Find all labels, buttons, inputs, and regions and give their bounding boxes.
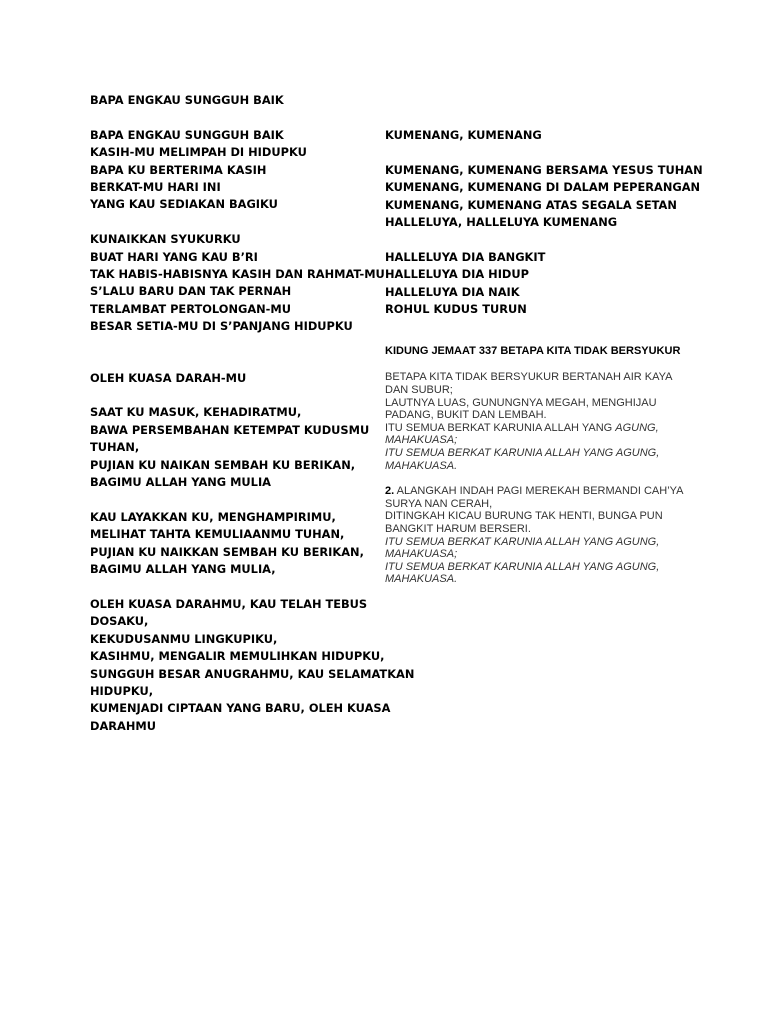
song2-v3-line: KUMENJADI CIPTAAN YANG BARU, OLEH KUASA	[90, 701, 391, 716]
song4-v1-line4-italic: ITU SEMUA BERKAT KARUNIA ALLAH YANG AGUNG, MAHAKUASA.	[385, 447, 660, 472]
song3-v1-line: HALLELUYA, HALLELUYA KUMENANG	[385, 215, 618, 230]
song2-v2-line: BAGIMU ALLAH YANG MULIA,	[90, 562, 276, 577]
song2-v3-line: KEKUDUSANMU LINGKUPIKU,	[90, 631, 278, 646]
song4-title: KIDUNG JEMAAT 337 BETAPA KITA TIDAK BERSYUKUR	[385, 345, 681, 358]
song1-v2-line: BESAR SETIA-MU DI S’PANJANG HIDUPKU	[90, 319, 353, 334]
song3-v2-line: HALLELUYA DIA BANGKIT	[385, 249, 546, 264]
song2-v1-line: TUHAN,	[90, 440, 140, 455]
song1-v2-line: BUAT HARI YANG KAU B’RI	[90, 249, 258, 264]
song4-v1-line3-italic: AGUNG, MAHAKUASA;	[385, 421, 659, 447]
song4-verse1	[385, 371, 685, 472]
left-column	[90, 92, 415, 735]
song4-v2-line: DITINGKAH KICAU BURUNG TAK HENTI, BUNGA PUN BANGKIT HARUM BERSERI.	[385, 510, 663, 535]
song2-v3-line: HIDUPKU,	[90, 683, 154, 698]
song4-v2-line4	[385, 561, 685, 586]
song4-v2-line1	[385, 485, 685, 510]
song3-v2-line: HALLELUYA DIA HIDUP	[385, 267, 529, 282]
song2-v3-line: KASIHMU, MENGALIR MEMULIHKAN HIDUPKU,	[90, 649, 385, 664]
song3-v2-line: HALLELUYA DIA NAIK	[385, 284, 520, 299]
song1-v2-line: S’LALU BARU DAN TAK PERNAH	[90, 284, 292, 299]
song1	[90, 92, 390, 336]
song4-v1-line: LAUTNYA LUAS, GUNUNGNYA MEGAH, MENGHIJAU PADANG, BUKIT DAN LEMBAH.	[385, 396, 657, 422]
song4-v2-line3	[385, 536, 685, 561]
song2-v2-line: MELIHAT TAHTA KEMULIAANMU TUHAN,	[90, 527, 345, 542]
song1-v1-line: YANG KAU SEDIAKAN BAGIKU	[90, 197, 278, 212]
song2-v3-line: SUNGGUH BESAR ANUGRAHMU, KAU SELAMATKAN	[90, 666, 415, 681]
song1-v2-line: KUNAIKKAN SYUKURKU	[90, 232, 241, 247]
song1-title: BAPA ENGKAU SUNGGUH BAIK	[90, 93, 284, 107]
song3-v1-line: KUMENANG, KUMENANG ATAS SEGALA SETAN	[385, 197, 677, 212]
song2-v1-line: SAAT KU MASUK, KEHADIRATMU,	[90, 405, 302, 420]
song1-v1-line: BAPA ENGKAU SUNGGUH BAIK	[90, 127, 284, 142]
song2-v2-line: KAU LAYAKKAN KU, MENGHAMPIRIMU,	[90, 509, 336, 524]
song4-v2-line4-italic: ITU SEMUA BERKAT KARUNIA ALLAH YANG AGUNG, MAHAKUASA.	[385, 560, 660, 586]
song3-v2-line: ROHUL KUDUS TURUN	[385, 302, 527, 317]
song4-v1-line3-plain: ITU SEMUA BERKAT KARUNIA ALLAH YANG	[385, 421, 616, 434]
song2	[90, 370, 415, 735]
song2-v1-line: BAGIMU ALLAH YANG MULIA	[90, 475, 271, 490]
song4-v2-number: 2.	[385, 485, 395, 498]
song1-v2-line: TERLAMBAT PERTOLONGAN-MU	[90, 301, 291, 316]
song1-v2-line: TAK HABIS-HABISNYA KASIH DAN RAHMAT-MU	[90, 267, 385, 282]
song2-v3-line: DARAHMU	[90, 718, 156, 733]
song3-v1-line: KUMENANG, KUMENANG DI DALAM PEPERANGAN	[385, 180, 701, 195]
song3-v1-line: KUMENANG, KUMENANG BERSAMA YESUS TUHAN	[385, 162, 703, 177]
song3-title: KUMENANG, KUMENANG	[385, 128, 542, 142]
song2-v1-line: BAWA PERSEMBAHAN KETEMPAT KUDUSMU	[90, 422, 370, 437]
song2-v1-line: PUJIAN KU NAIKAN SEMBAH KU BERIKAN,	[90, 457, 356, 472]
song4-v2-line3-italic: ITU SEMUA BERKAT KARUNIA ALLAH YANG AGUNG, MAHAKUASA;	[385, 535, 660, 561]
song1-v1-line: KASIH-MU MELIMPAH DI HIDUPKU	[90, 145, 307, 160]
song4-v1-line: BETAPA KITA TIDAK BERSYUKUR BERTANAH AIR KAYA DAN SUBUR;	[385, 371, 672, 397]
song2-v3-line: OLEH KUASA DARAHMU, KAU TELAH TEBUS	[90, 596, 368, 611]
song2-v3-line: DOSAKU,	[90, 614, 149, 629]
song4-v2-line1-text: ALANGKAH INDAH PAGI MEREKAH BERMANDI CAH’YA SURYA NAN CERAH,	[385, 485, 683, 510]
song1-v1-line: BERKAT-MU HARI INI	[90, 180, 221, 195]
song4-v1-line3	[385, 422, 685, 447]
song1-v1-line: BAPA KU BERTERIMA KASIH	[90, 162, 267, 177]
song4-verse2	[385, 485, 685, 586]
song4	[385, 344, 685, 586]
song2-v2-line: PUJIAN KU NAIKKAN SEMBAH KU BERIKAN,	[90, 544, 364, 559]
song2-title: OLEH KUASA DARAH-MU	[90, 370, 247, 385]
right-column	[385, 127, 703, 586]
song4-v1-line4	[385, 447, 685, 472]
song3	[385, 127, 703, 318]
